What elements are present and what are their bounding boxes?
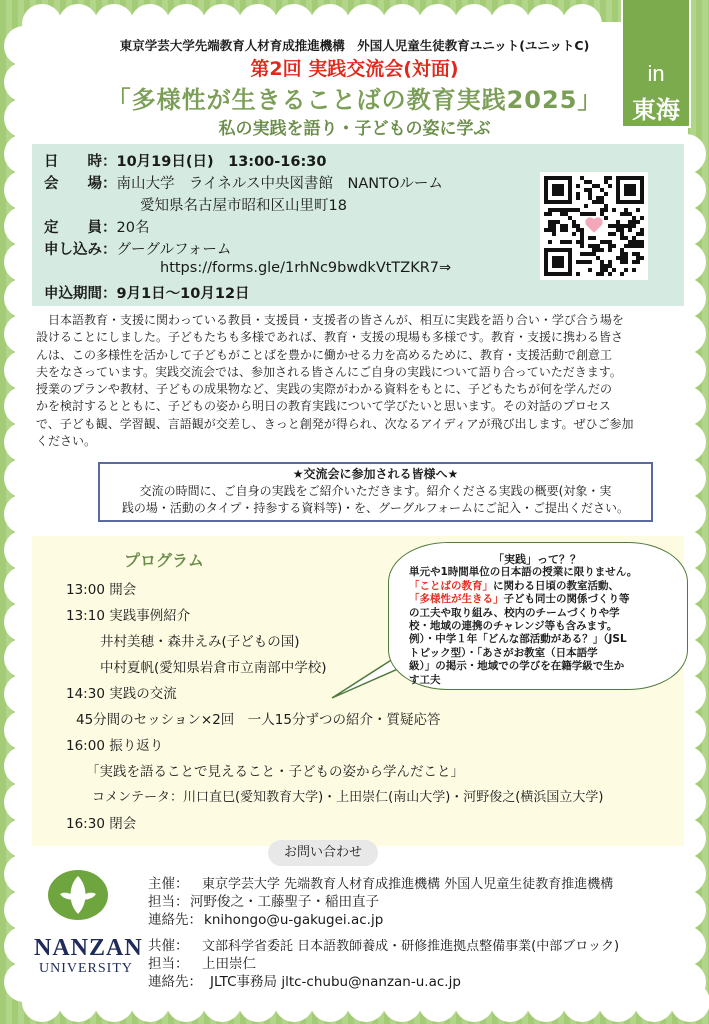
venue-row: 会 場：南山大学 ライネルス中央図書館 NANTOルーム [44,176,443,192]
period-value: 9月1日〜10月12日 [116,286,250,302]
cohost-email-link[interactable]: JLTC事務局 jltc-chubu@nanzan-u.ac.jp [210,974,461,990]
description-line: で、子ども観、学習観、言語観が交差し、きっと創発が得られ、次なるアイディアが飛び出します。ぜひご参加 [36,416,634,431]
cohost-staff-row: 担当： 上田崇仁 [148,956,256,972]
program-item: 45分間のセッション×2回 一人15分ずつの紹介・質疑応答 [76,712,441,728]
description-line: んは、この多様性を活かして子どもがことばを豊かに働かせる力を高めるために、教育・支援活動で創意工 [36,347,613,362]
period-row: 申込期間：9月1日〜10月12日 [44,286,250,302]
host-row: 主催： 東京学芸大学 先端教育人材育成推進機構 外国人児童生徒教育推進機構 [148,876,614,892]
program-item: 13:00 開会 [66,582,137,598]
participant-notice [98,462,653,522]
logo-name: NANZAN [34,935,143,961]
description-line: 設けることにしました。子どもたちも多様であれば、教育・支援の現場も多様です。教育・支援に携わる皆さ [36,330,624,345]
logo-sub: UNIVERSITY [39,961,133,976]
info-box [32,144,684,306]
mail-row: 連絡先： knihongo@u-gakugei.ac.jp [148,912,384,928]
program-item: 16:00 振り返り [66,738,164,754]
capacity-value: 20名 [116,220,150,236]
organizer-line: 東京学芸大学先端教育人材育成推進機構 外国人児童生徒教育ユニット(ユニットC) [119,38,590,53]
cohost-row: 共催： 文部科学省委託 日本語教師養成・研修推進拠点整備事業(中部ブロック) [148,938,620,954]
cohost-mail-row: 連絡先： JLTC事務局 jltc-chubu@nanzan-u.ac.jp [148,974,461,990]
address: 愛知県名古屋市昭和区山里町18 [140,198,347,214]
event-subtitle: 私の実践を語り・子どもの姿に学ぶ [218,119,491,139]
description-line: ください。 [36,434,97,449]
notice-line-2: 践の場・活動のタイプ・持参する資料等)・を、グーグルフォームにご記入・ご提出ください。 [121,501,630,515]
nanzan-logo-icon [48,870,108,920]
program-item: コメンテータ：川口直巳(愛知教育大学)・上田崇仁(南山大学)・河野俊之(横浜国立大学) [92,790,604,805]
program-item: 「実践を語ることで見えること・子どもの姿から学んだこと」 [86,764,464,780]
capacity-row: 定 員：20名 [44,220,150,236]
date-value: 10月19日(日) 13:00-16:30 [116,154,327,170]
description-line: 授業のプランや教材、子どもの成果物など、実践の実際がわかる資料をもとに、子どもたちが何を学んだの [36,382,613,397]
form-url[interactable]: https://forms.gle/1rhNc9bwdkVtTZKR7⇒ [160,260,452,276]
notice-title: ★交流会に参加される皆様へ★ [292,467,459,481]
program-item: 16:30 閉会 [66,816,137,832]
email-link[interactable]: knihongo@u-gakugei.ac.jp [204,912,384,928]
practice-bubble: 「実践」って？？ 単元や1時間単位の日本語の授業に限りません。 「ことばの教育」に関わる日頃の教室活動、 「多様性が生きる」子ども同士の関係づくり等 の工夫や取り組み、校内のチームづくりや学 校・地域の連携のチャレンジ等も含みます。 例）・中学１年「どんな部活動がある？」（JSL トピック型）・「あさがお教室（日本語学 級）」の掲示・地域での学びを在籍学級で生か す工夫 [388,542,688,690]
staff-row: 担当： 河野俊之・工藤聖子・稲田直子 [148,894,379,910]
event-title: 「多様性が生きることばの教育実践2025」 [106,86,603,114]
nanzan-logo [34,935,143,977]
inquiry-label: お問い合わせ [268,840,378,866]
program-item: 13:10 実践事例紹介 [66,608,191,624]
qr-code[interactable] [540,172,648,280]
venue-value: 南山大学 ライネルス中央図書館 NANTOルーム [116,176,443,192]
apply-method: グーグルフォーム [116,242,232,258]
program-item: 中村夏帆(愛知県岩倉市立南部中学校) [100,660,327,676]
location-name: 東海 [632,96,680,124]
description-line: 日本語教育・支援に関わっている教員・支援員・支援者の皆さんが、相互に実践を語り合い・学び合う場を [36,313,624,327]
notice-line-1: 交流の時間に、ご自身の実践をご紹介いただきます。紹介くださる実践の概要(対象・実 [139,484,612,498]
bubble-title: 「実践」って？？ [493,553,581,566]
description-line: 夫をなさっています。実践交流会では、参加される皆さんにご自身の実践について語り合っていただきます。 [36,364,622,379]
program-title: プログラム [124,551,204,570]
description [36,312,676,450]
qr-code-icon [544,176,644,276]
event-name: 第2回 実践交流会(対面) [250,58,459,80]
program-item: 14:30 実践の交流 [66,686,177,702]
apply-row: 申し込み：グーグルフォーム [44,242,232,258]
date-row: 日 時：10月19日(日) 13:00-16:30 [44,154,327,170]
description-line: かを検討するとともに、子どもの姿から明日の教育実践について学びたいと思います。その対話のプロセス [36,399,611,414]
program-item: 井村美穂・森井えみ(子どもの国) [100,634,300,650]
location-in: in [647,61,665,86]
